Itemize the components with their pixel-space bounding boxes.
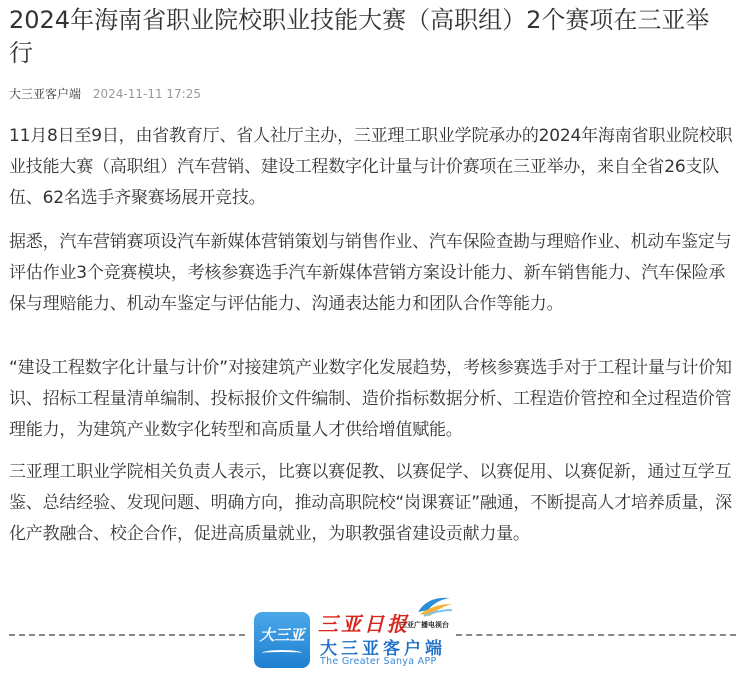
tv-station-logo-icon bbox=[414, 594, 454, 618]
swoosh-icon bbox=[262, 650, 302, 656]
footer-divider-left bbox=[9, 634, 245, 636]
footer-logo-banner bbox=[254, 590, 464, 680]
tv-station-name: 三亚广播电视台 bbox=[400, 621, 449, 629]
app-icon-text: 大三亚 bbox=[259, 626, 305, 644]
app-name-chinese: 大三亚客户端 bbox=[320, 639, 446, 659]
article-timestamp: 2024-11-11 17:25 bbox=[92, 87, 201, 101]
article-source[interactable]: 大三亚客户端 bbox=[9, 87, 82, 101]
article-paragraph: 据悉，汽车营销赛项设汽车新媒体营销策划与销售作业、汽车保险查勘与理赔作业、机动车鉴定与评估作业3个竞赛模块，考核参赛选手汽车新媒体营销方案设计能力、新车销售能力、汽车保险承保与理赔能力、机动车鉴定与评估能力、沟通表达能力和团队合作等能力。 bbox=[9, 232, 732, 314]
article-paragraph: 11月8日至9日，由省教育厅、省人社厅主办，三亚理工职业学院承办的2024年海南省职业院校职业技能大赛（高职组）汽车营销、建设工程数字化计量与计价赛项在三亚举办，来自全省26支队伍、62名选手齐聚赛场展开竞技。 bbox=[9, 126, 733, 208]
article-meta bbox=[9, 86, 201, 102]
article-paragraph: 三亚理工职业学院相关负责人表示，比赛以赛促教、以赛促学、以赛促用、以赛促新，通过互学互鉴、总结经验、发现问题、明确方向，推动高职院校“岗课赛证”融通，不断提高人才培养质量，深化产教融合、校企合作，促进高质量就业，为职教强省建设贡献力量。 bbox=[9, 462, 732, 544]
footer-divider-right bbox=[456, 634, 736, 636]
app-icon-logo bbox=[254, 612, 310, 668]
newspaper-logo-text: 三亚日报 bbox=[318, 612, 410, 636]
article-title: 2024年海南省职业院校职业技能大赛（高职组）2个赛项在三亚举行 bbox=[9, 6, 710, 67]
article-paragraph: “建设工程数字化计量与计价”对接建筑产业数字化发展趋势，考核参赛选手对于工程计量与计价知识、招标工程量清单编制、投标报价文件编制、造价指标数据分析、工程造价管控和全过程造价管理能力，为建筑产业数字化转型和高质量人才供给增值赋能。 bbox=[9, 358, 732, 440]
app-name-english: The Greater Sanya APP bbox=[320, 656, 437, 667]
